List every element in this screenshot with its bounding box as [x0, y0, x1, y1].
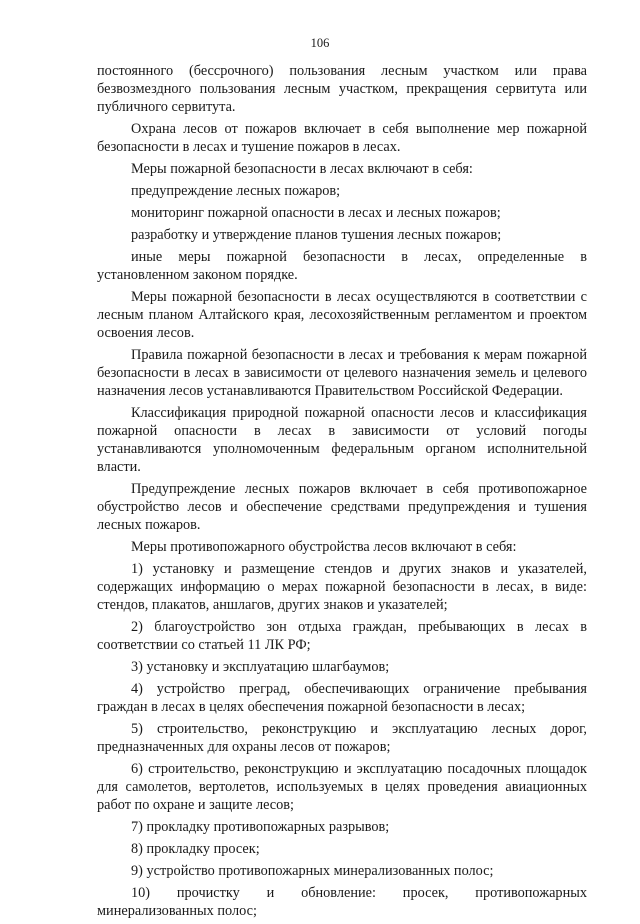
paragraph-10: Классификация природной пожарной опасности лесов и классификация пожарной опасности в лесах в зависимости от условий погоды устанавливаются уполномоченным федеральным органом исполнительной власти. — [97, 405, 587, 475]
paragraph-12: Меры противопожарного обустройства лесов включают в себя: — [131, 539, 517, 555]
paragraph-9: Правила пожарной безопасности в лесах и требования к мерам пожарной безопасности в лесах в зависимости от целевого назначения земель и целевого назначения лесов устанавливаются Правительством Российской Федерации. — [97, 347, 587, 399]
list-item-9: 9) устройство противопожарных минерализованных полос; — [131, 863, 494, 879]
list-item-4: 4) устройство преград, обеспечивающих ограничение пребывания граждан в лесах в целях обеспечения пожарной безопасности в лесах; — [97, 681, 587, 715]
paragraph-11: Предупреждение лесных пожаров включает в себя противопожарное обустройство лесов и обеспечение средствами предупреждения и тушения лесных пожаров. — [97, 481, 587, 533]
paragraph-6: разработку и утверждение планов тушения лесных пожаров; — [131, 227, 502, 243]
list-item-3: 3) установку и эксплуатацию шлагбаумов; — [131, 659, 390, 675]
paragraph-4: предупреждение лесных пожаров; — [131, 183, 341, 199]
list-item-5: 5) строительство, реконструкцию и эксплуатацию лесных дорог, предназначенных для охраны лесов от пожаров; — [97, 721, 587, 755]
list-item-7: 7) прокладку противопожарных разрывов; — [131, 819, 390, 835]
paragraph-2: Охрана лесов от пожаров включает в себя выполнение мер пожарной безопасности в лесах и тушение пожаров в лесах. — [97, 121, 587, 155]
paragraph-7: иные меры пожарной безопасности в лесах, определенные в установленном законом порядке. — [97, 249, 587, 283]
list-item-8: 8) прокладку просек; — [131, 841, 260, 857]
document-body — [97, 62, 587, 924]
page-number: 106 — [310, 36, 330, 50]
paragraph-1: постоянного (бессрочного) пользования лесным участком или права безвозмездного пользования лесным участком, прекращения сервитута или публичного сервитута. — [97, 63, 587, 115]
list-item-2: 2) благоустройство зон отдыха граждан, пребывающих в лесах в соответствии со статьей 11 ЛК РФ; — [97, 619, 587, 653]
paragraph-5: мониторинг пожарной опасности в лесах и лесных пожаров; — [131, 205, 501, 221]
list-item-1: 1) установку и размещение стендов и других знаков и указателей, содержащих информацию о мерах пожарной безопасности в лесах, в виде: стендов, плакатов, аншлагов, других знаков и указателей; — [97, 561, 587, 613]
paragraph-3: Меры пожарной безопасности в лесах включают в себя: — [131, 161, 473, 177]
list-item-10: 10) прочистку и обновление: просек, противопожарных минерализованных полос; — [97, 885, 587, 919]
list-item-6: 6) строительство, реконструкцию и эксплуатацию посадочных площадок для самолетов, вертолетов, используемых в целях проведения авиационных работ по охране и защите лесов; — [97, 761, 587, 813]
paragraph-8: Меры пожарной безопасности в лесах осуществляются в соответствии с лесным планом Алтайского края, лесохозяйственным регламентом и проектом освоения лесов. — [97, 289, 587, 341]
